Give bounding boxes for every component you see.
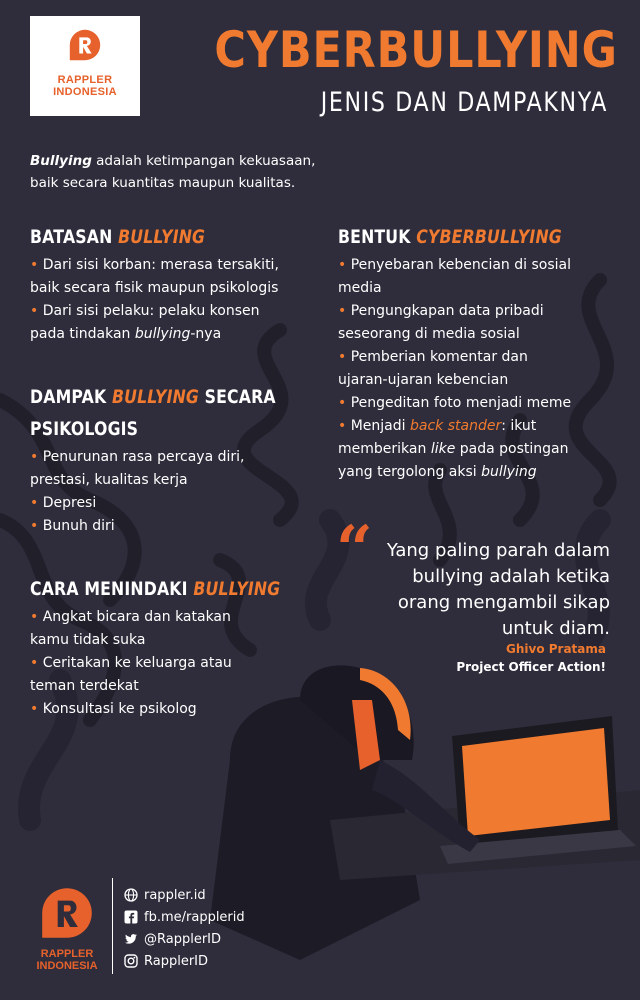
social-twitter[interactable] <box>124 928 245 950</box>
section-title-plain: SECARA <box>199 387 276 408</box>
quote-line: untuk diam. <box>501 618 610 639</box>
item-text: Pengungkapan data pribadi <box>350 303 544 319</box>
section-title-plain: DAMPAK <box>30 387 112 408</box>
item-text: Dari sisi korban: merasa tersakiti, <box>42 257 279 273</box>
item-text-italic: like <box>430 441 456 457</box>
globe-icon <box>124 888 138 902</box>
item-text: Konsultasi ke psikolog <box>42 701 197 717</box>
item-text-accent: back stander <box>409 418 502 434</box>
twitter-icon <box>124 932 138 946</box>
section-cara <box>30 574 330 721</box>
list-item-cont <box>30 629 330 652</box>
item-text: baik secara fisik maupun psikologis <box>30 280 279 296</box>
list-item: • Pengungkapan data pribadi <box>338 303 544 319</box>
section-title-accent: CYBERBULLYING <box>416 227 562 248</box>
list-item: • Pengeditan foto menjadi meme <box>338 395 572 411</box>
section-title-plain: BENTUK <box>338 227 417 248</box>
item-text: -nya <box>190 326 222 342</box>
section-title-plain: BATASAN <box>30 227 119 248</box>
instagram-icon <box>124 954 138 968</box>
section-title-accent: BULLYING <box>193 579 281 600</box>
item-text: Pemberian komentar dan <box>350 349 528 365</box>
list-item: • Konsultasi ke psikolog <box>30 701 197 717</box>
footer-logo <box>32 882 102 974</box>
item-text: Depresi <box>42 495 97 511</box>
quote-line: orang mengambil sikap <box>397 592 610 613</box>
footer-logo-line2: INDONESIA <box>36 960 98 972</box>
list-item-cont <box>30 469 330 492</box>
list-item-cont <box>338 323 628 346</box>
facebook-icon <box>124 910 138 924</box>
item-text: : ikut <box>501 418 537 434</box>
list-item: • Bunuh diri <box>30 518 115 534</box>
item-text: Bunuh diri <box>42 518 115 534</box>
list-item-cont <box>338 461 628 484</box>
item-text: Angkat bicara dan katakan <box>42 609 231 625</box>
item-text: Penurunan rasa percaya diri, <box>42 449 245 465</box>
section-title-accent: BULLYING <box>118 227 206 248</box>
quote-mark-icon: “ <box>336 512 373 587</box>
intro-line1: adalah ketimpangan kekuasaan, <box>91 153 316 169</box>
social-facebook-text: fb.me/rapplerid <box>144 909 245 925</box>
item-text: Menjadi <box>350 418 410 434</box>
footer-divider <box>112 878 113 974</box>
item-text: Penyebaran kebencian di sosial <box>350 257 571 273</box>
item-text: pada postingan <box>455 441 569 457</box>
rappler-logo-icon <box>66 26 104 64</box>
intro-lead: Bullying <box>30 153 92 169</box>
page-title: CYBERBULLYING <box>214 21 618 79</box>
section-bentuk <box>338 222 628 484</box>
item-text: yang tergolong aksi <box>338 464 482 480</box>
rappler-logo <box>30 16 140 116</box>
item-text: teman terdekat <box>30 678 139 694</box>
quote-line: Yang paling parah dalam <box>386 540 610 561</box>
item-text: seseorang di media sosial <box>338 326 520 342</box>
section-dampak <box>30 382 330 538</box>
list-item: • Angkat bicara dan katakan <box>30 609 231 625</box>
section-batasan <box>30 222 330 346</box>
list-item: • Ceritakan ke keluarga atau <box>30 655 232 671</box>
section-title-plain: CARA MENINDAKI <box>30 579 194 600</box>
list-item: • Depresi <box>30 495 97 511</box>
section-title <box>30 222 285 254</box>
section-title-line2: PSIKOLOGIS <box>30 419 139 440</box>
list-item-cont <box>338 438 628 461</box>
list-item-cont <box>30 675 330 698</box>
quote-role: Project Officer Action! <box>456 660 606 674</box>
logo-text-line2: INDONESIA <box>53 86 117 98</box>
list-item: • Dari sisi pelaku: pelaku konsen <box>30 303 260 319</box>
list-item: • Penurunan rasa percaya diri, <box>30 449 245 465</box>
list-item-cont <box>30 277 330 300</box>
item-text: prestasi, kualitas kerja <box>30 472 188 488</box>
item-text: memberikan <box>338 441 431 457</box>
social-web[interactable] <box>124 884 245 906</box>
quote-author: Ghivo Pratama <box>506 642 606 656</box>
quote-line: bullying adalah ketika <box>412 566 610 587</box>
item-text: Ceritakan ke keluarga atau <box>42 655 232 671</box>
section-title <box>338 222 585 254</box>
logo-text-line1: RAPPLER <box>57 74 113 86</box>
list-item-cont <box>338 369 628 392</box>
item-text-italic: bullying <box>481 464 537 480</box>
section-title <box>30 382 285 414</box>
item-text: ujaran-ujaran kebencian <box>338 372 509 388</box>
item-text: Dari sisi pelaku: pelaku konsen <box>42 303 260 319</box>
page-subtitle: JENIS DAN DAMPAKNYA <box>320 87 608 118</box>
intro-text <box>30 150 370 194</box>
list-item-cont <box>338 277 628 300</box>
list-item-cont <box>30 323 330 346</box>
item-text: Pengeditan foto menjadi meme <box>350 395 572 411</box>
social-twitter-text: @RapplerID <box>144 931 222 947</box>
item-text: kamu tidak suka <box>30 632 146 648</box>
item-text-italic: bullying <box>134 326 191 342</box>
list-item: • Menjadi back stander: ikut <box>338 418 537 434</box>
section-title <box>30 574 285 606</box>
intro-line2: baik secara kuantitas maupun kualitas. <box>30 175 296 191</box>
social-instagram[interactable] <box>124 950 245 972</box>
footer-logo-line1: RAPPLER <box>40 948 94 960</box>
social-links <box>124 884 245 972</box>
item-text: media <box>338 280 382 296</box>
list-item: • Pemberian komentar dan <box>338 349 528 365</box>
rappler-logo-icon <box>32 882 102 944</box>
social-facebook[interactable] <box>124 906 245 928</box>
list-item: • Dari sisi korban: merasa tersakiti, <box>30 257 279 273</box>
quote-text <box>360 538 610 642</box>
social-instagram-text: RapplerID <box>144 953 209 969</box>
section-title-accent: BULLYING <box>111 387 200 408</box>
list-item: • Penyebaran kebencian di sosial <box>338 257 571 273</box>
item-text: pada tindakan <box>30 326 135 342</box>
social-web-text: rappler.id <box>144 887 206 903</box>
